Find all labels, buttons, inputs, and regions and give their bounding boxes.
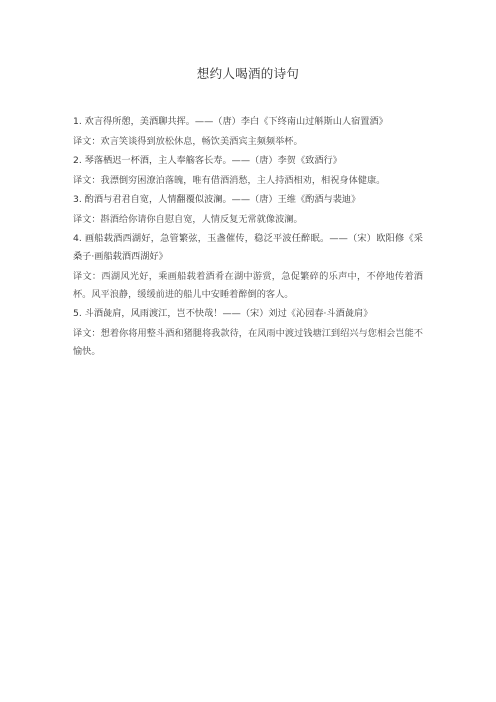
translation-2: 译文：我漂倒穷困潦泊落魄，唯有借酒消愁，主人持酒相劝，相祝身体健康。 — [73, 174, 386, 186]
poem-line-2: 2. 琴落栖迟一杯酒，主人奉觞客长寿。——（唐）李贺《致酒行》 — [73, 155, 342, 166]
document-title: 想约人喝酒的诗句 — [196, 66, 300, 81]
poem-line-3: 3. 酌酒与君君自宽，人情翻覆似波澜。——（唐）王维《酌酒与裴迪》 — [73, 194, 361, 205]
translation-5: 译文：想着你将用整斗酒和猪腿将我款待，在风雨中渡过钱塘江到绍兴与您相会岂能不愉快。 — [73, 327, 423, 357]
translation-4: 译文：西湖风光好，乘画船载着酒肴在湖中游赏，急促繁碎的乐声中，不停地传着酒杯。风平浪静，缓缓前进的船儿中安睡着醉倒的客人。 — [73, 270, 423, 300]
translation-3: 译文：斟酒给你请你自慰自宽，人情反复无常就像波澜。 — [73, 213, 303, 225]
poem-line-5: 5. 斗酒彘肩，风雨渡江，岂不快哉！——（宋）刘过《沁园春·斗酒彘肩》 — [73, 308, 373, 319]
poem-line-1: 1. 欢言得所憩，美酒聊共挥。——（唐）李白《下终南山过斛斯山人宿置酒》 — [73, 116, 388, 127]
translation-1: 译文：欢言笑谈得到放松休息，畅饮美酒宾主频频举杯。 — [73, 135, 303, 147]
poem-line-4: 4. 画船载酒西湖好，急管繁弦，玉盏催传，稳泛平波任醉眠。——（宋）欧阳修《采桑子·画船载酒西湖好》 — [73, 233, 423, 262]
document-body — [73, 113, 423, 362]
